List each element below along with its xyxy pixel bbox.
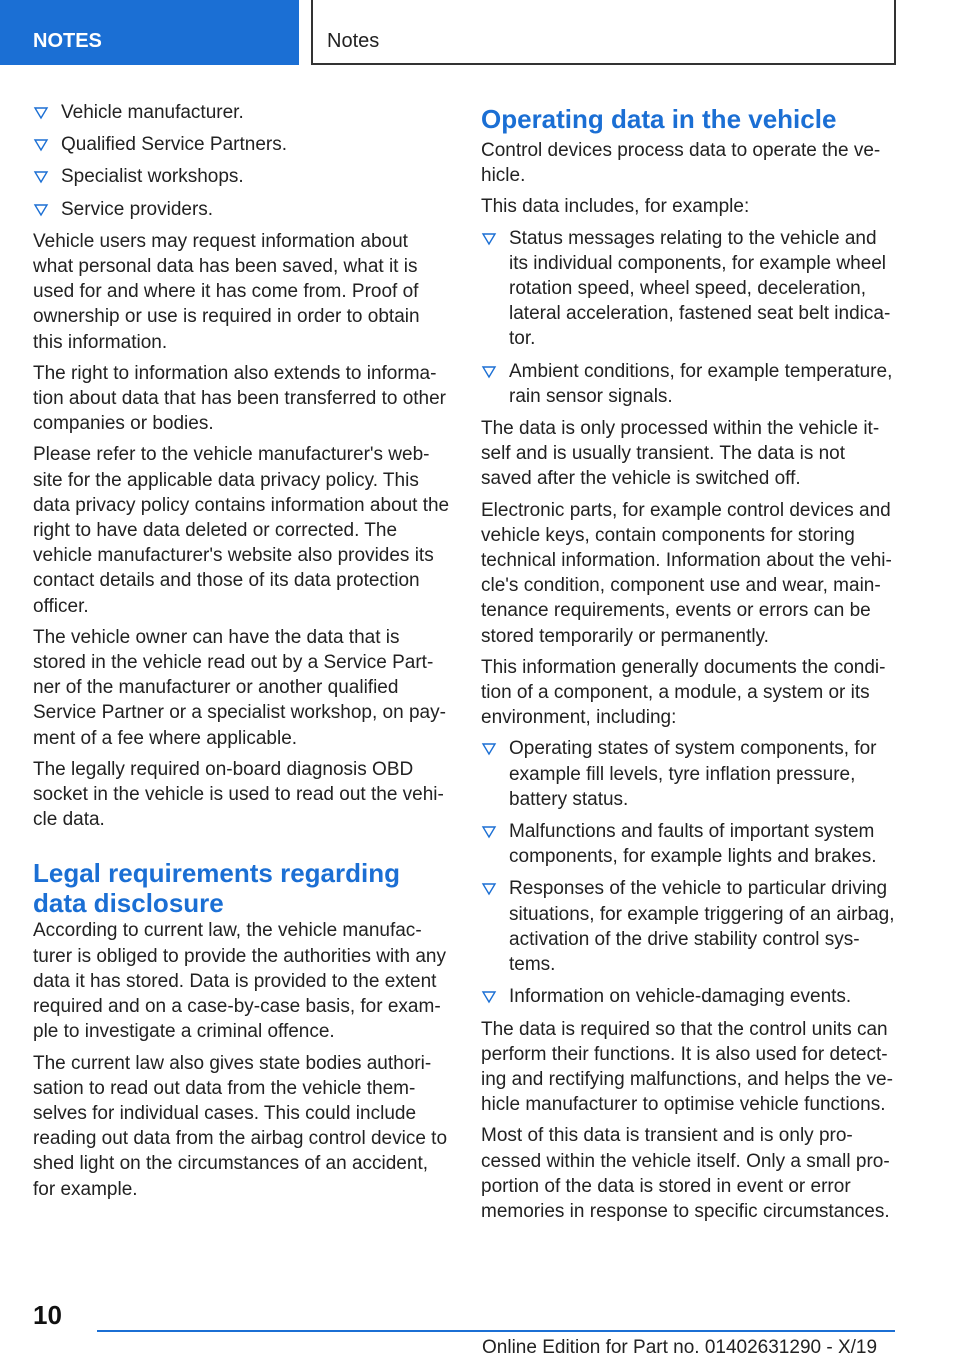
list-item: [481, 226, 899, 352]
bullet-list-stored-info: [481, 736, 899, 1009]
list-item: [33, 100, 451, 125]
footer-edition-text: Online Edition for Part no. 01402631290 - X/19: [482, 1337, 878, 1358]
body-paragraph: The current law also gives state bodies authorisation to read out data from the vehicle themselves for individual cases. This could include reading out data from the airbag control device to shed light on the circumstances of an accident, for example.: [33, 1052, 448, 1200]
triangle-bullet-icon: [481, 359, 497, 384]
body-paragraph: This information generally documents the condition of a component, a module, a system or its environment, including:: [481, 656, 886, 729]
triangle-bullet-icon: [481, 876, 497, 901]
triangle-bullet-icon: [33, 164, 49, 189]
list-item-text: Ambient conditions, for example temperature, rain sensor signals.: [509, 360, 893, 407]
body-paragraph: Please refer to the vehicle manufacturer's website for the applicable data privacy policy. This data privacy policy contains information about the right to have data deleted or corrected. The vehicle manufacturer's website also provides its contact details and those of its data protection officer.: [33, 444, 450, 617]
section-heading-legal: Legal requirements regarding data disclosure: [33, 858, 400, 919]
body-paragraph: Electronic parts, for example control devices and vehicle keys, contain components for storing technical information. Information about the vehicle's condition, component use and wear, maintenance requirements, events or errors can be stored temporarily or permanently.: [481, 499, 892, 647]
list-item: [481, 819, 899, 869]
bullet-list-recipients: [33, 100, 451, 222]
section-heading-operating-data: Operating data in the vehicle: [481, 104, 837, 134]
body-paragraph: Control devices process data to operate the vehicle.: [481, 140, 881, 187]
body-paragraph: This data includes, for example:: [481, 196, 750, 218]
list-item: [481, 359, 899, 409]
body-paragraph: The data is only processed within the vehicle itself and is usually transient. The data is not saved after the vehicle is switched off.: [481, 418, 880, 490]
list-item-text: Specialist workshops.: [61, 166, 244, 188]
body-paragraph: The legally required on-board diagnosis OBD socket in the vehicle is used to read out the vehicle data.: [33, 758, 444, 831]
body-paragraph: Vehicle users may request information about what personal data has been saved, what it is used for and where it has come from. Proof of ownership or use is required in order to obtain this information.: [33, 230, 420, 353]
body-paragraph: The data is required so that the control units can perform their functions. It is also used for detecting and rectifying malfunctions, and helps the vehicle manufacturer to optimise vehicle functions.: [481, 1018, 893, 1116]
triangle-bullet-icon: [33, 100, 49, 125]
triangle-bullet-icon: [33, 197, 49, 222]
list-item-text: Information on vehicle-damaging events.: [509, 986, 852, 1008]
chapter-title: Notes: [311, 0, 896, 65]
list-item: [481, 736, 899, 812]
list-item-text: Vehicle manufacturer.: [61, 102, 244, 123]
body-paragraph: The right to information also extends to information about data that has been transferred to other companies or bodies.: [33, 362, 447, 435]
triangle-bullet-icon: [481, 984, 497, 1009]
section-tab: NOTES: [0, 0, 299, 65]
list-item-text: Service providers.: [61, 198, 214, 220]
triangle-bullet-icon: [481, 226, 497, 251]
list-item-text: Qualified Service Partners.: [61, 134, 287, 156]
right-column: [481, 100, 899, 1230]
list-item: [481, 984, 899, 1009]
bullet-list-data-examples: [481, 226, 899, 409]
footer-divider: [97, 1330, 895, 1332]
list-item: [33, 132, 451, 157]
list-item: [33, 164, 451, 189]
list-item-text: Malfunctions and faults of important system components, for example lights and brakes.: [509, 821, 877, 868]
list-item-text: Responses of the vehicle to particular driving situations, for example triggering of an airbag, activation of the drive stability control systems.: [509, 878, 895, 976]
triangle-bullet-icon: [481, 736, 497, 761]
page-number: 10: [33, 1300, 62, 1330]
triangle-bullet-icon: [481, 819, 497, 844]
body-paragraph: Most of this data is transient and is only processed within the vehicle itself. Only a small proportion of the data is stored in event or error memories in response to specific circumstances.: [481, 1125, 890, 1222]
body-paragraph: The vehicle owner can have the data that is stored in the vehicle read out by a Service Partner of the manufacturer or another qualified Service Partner or a specialist workshop, on payment of a fee where applicable.: [33, 626, 446, 749]
list-item: [33, 197, 451, 222]
list-item-text: Status messages relating to the vehicle and its individual components, for example wheel rotation speed, wheel speed, deceleration, lateral acceleration, fastened seat belt indicator.: [509, 227, 891, 350]
list-item: [481, 876, 899, 977]
left-column: [33, 100, 451, 1208]
list-item-text: Operating states of system components, for example fill levels, tyre inflation pressure, battery status.: [509, 738, 877, 810]
body-paragraph: According to current law, the vehicle manufacturer is obliged to provide the authorities with any data it has stored. Data is provided to the extent required and on a case-by-case basis, for example to investigate a criminal offence.: [33, 920, 446, 1043]
triangle-bullet-icon: [33, 132, 49, 157]
